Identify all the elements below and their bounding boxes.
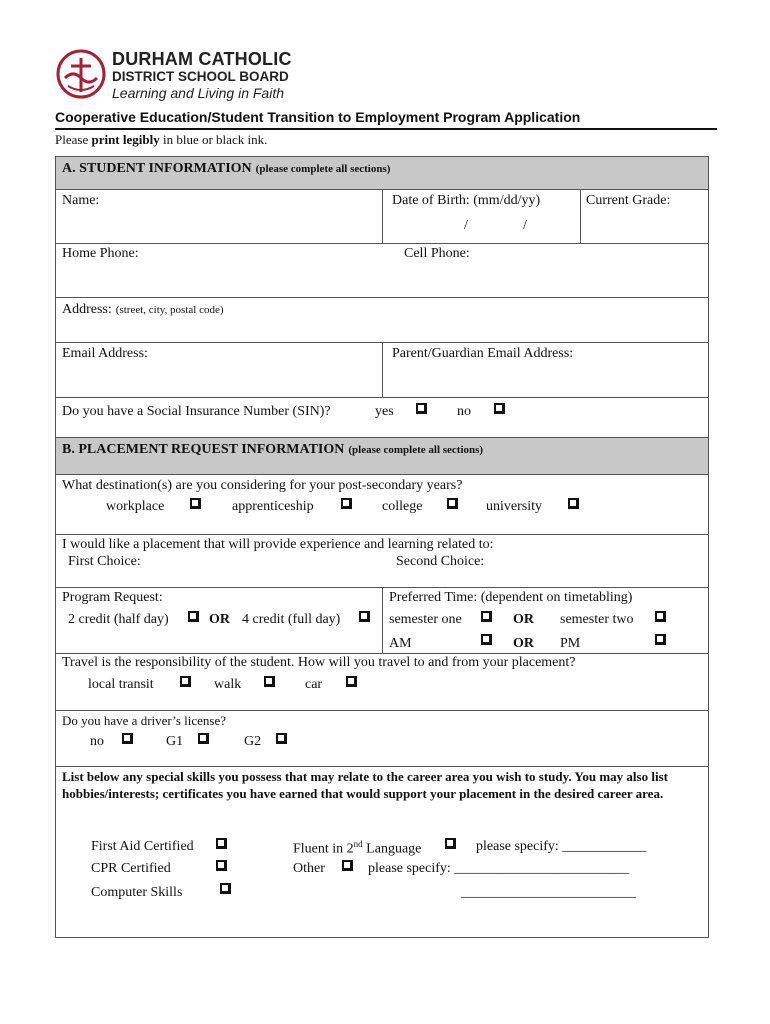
- logo-line-2: DISTRICT SCHOOL BOARD: [112, 69, 289, 84]
- travel-walk-label: walk: [214, 677, 242, 692]
- destination-university-label: university: [486, 499, 542, 514]
- dob-slash-1: /: [464, 218, 468, 233]
- logo-tagline: Learning and Living in Faith: [112, 85, 285, 101]
- skills-instructions: List below any special skills you possess that may relate to the career area you wish to study. You may also list hobbies/interests; certificates you have earned that would support your placement in the desired career area.: [62, 769, 668, 801]
- pm-label: PM: [560, 636, 581, 651]
- destination-workplace-label: workplace: [106, 499, 165, 514]
- license-g2-label: G2: [244, 734, 262, 749]
- grade-label: Current Grade:: [586, 193, 671, 208]
- four-credit-checkbox[interactable]: [359, 611, 370, 622]
- two-credit-label: 2 credit (half day): [68, 612, 169, 627]
- name-label: Name:: [62, 193, 100, 208]
- other-label: Other: [293, 861, 325, 876]
- license-question: Do you have a driver’s license?: [62, 713, 227, 728]
- travel-question: Travel is the responsibility of the student. How will you travel to and from your placement?: [62, 655, 576, 670]
- placement-question: I would like a placement that will provide experience and learning related to:: [62, 537, 494, 552]
- first-choice-label: First Choice:: [68, 554, 141, 569]
- license-no-checkbox[interactable]: [122, 733, 133, 744]
- section-a-title: A. STUDENT INFORMATION (please complete all sections): [62, 161, 391, 176]
- sin-no-label: no: [457, 404, 471, 419]
- destination-workplace-checkbox[interactable]: [190, 498, 201, 509]
- fluent-language-label: Fluent in 2nd Language: [293, 839, 422, 857]
- instruction-text: Please print legibly in blue or black ink.: [55, 132, 268, 147]
- travel-transit-checkbox[interactable]: [180, 676, 191, 687]
- semester-one-checkbox[interactable]: [481, 611, 492, 622]
- address-label: Address: (street, city, postal code): [62, 302, 224, 317]
- pm-checkbox[interactable]: [655, 634, 666, 645]
- destination-question: What destination(s) are you considering for your post-secondary years?: [62, 478, 463, 493]
- computer-skills-checkbox[interactable]: [220, 883, 231, 894]
- am-label: AM: [389, 636, 412, 651]
- sin-yes-checkbox[interactable]: [416, 403, 427, 414]
- second-choice-label: Second Choice:: [396, 554, 485, 569]
- fluent-specify-field[interactable]: please specify: ____________: [476, 839, 647, 854]
- home-phone-label: Home Phone:: [62, 246, 139, 261]
- sin-no-checkbox[interactable]: [494, 403, 505, 414]
- other-specify-field[interactable]: please specify: _________________________: [368, 861, 630, 876]
- semester-one-label: semester one: [389, 612, 462, 627]
- license-g1-label: G1: [166, 734, 184, 749]
- destination-college-label: college: [382, 499, 423, 514]
- destination-apprenticeship-label: apprenticeship: [232, 499, 314, 514]
- dob-label: Date of Birth: (mm/dd/yy): [392, 193, 541, 208]
- title-underline: [55, 128, 717, 130]
- logo-line-1: DURHAM CATHOLIC: [112, 49, 292, 69]
- school-board-logo-icon: [56, 48, 106, 100]
- preferred-time-label: Preferred Time: (dependent on timetabling): [389, 590, 633, 605]
- cpr-label: CPR Certified: [91, 861, 171, 876]
- travel-car-label: car: [305, 677, 323, 692]
- semester-two-checkbox[interactable]: [655, 611, 666, 622]
- first-aid-checkbox[interactable]: [216, 838, 227, 849]
- other-specify-continuation[interactable]: _________________________: [461, 885, 636, 900]
- first-aid-label: First Aid Certified: [91, 839, 194, 854]
- sin-yes-label: yes: [375, 404, 394, 419]
- dob-slash-2: /: [523, 218, 527, 233]
- semester-two-label: semester two: [560, 612, 634, 627]
- license-g1-checkbox[interactable]: [198, 733, 209, 744]
- time-or: OR: [513, 636, 534, 651]
- cpr-checkbox[interactable]: [216, 860, 227, 871]
- two-credit-checkbox[interactable]: [188, 611, 199, 622]
- license-no-label: no: [90, 734, 104, 749]
- license-g2-checkbox[interactable]: [276, 733, 287, 744]
- sin-question: Do you have a Social Insurance Number (SIN)?: [62, 404, 331, 419]
- am-checkbox[interactable]: [481, 634, 492, 645]
- fluent-language-checkbox[interactable]: [445, 838, 456, 849]
- other-checkbox[interactable]: [342, 860, 353, 871]
- page-title: Cooperative Education/Student Transition to Employment Program Application: [55, 109, 581, 125]
- destination-apprenticeship-checkbox[interactable]: [341, 498, 352, 509]
- four-credit-label: 4 credit (full day): [242, 612, 341, 627]
- computer-skills-label: Computer Skills: [91, 885, 183, 900]
- destination-university-checkbox[interactable]: [568, 498, 579, 509]
- email-label: Email Address:: [62, 346, 148, 361]
- section-b-title: B. PLACEMENT REQUEST INFORMATION (please complete all sections): [62, 442, 484, 457]
- program-request-label: Program Request:: [62, 590, 163, 605]
- destination-college-checkbox[interactable]: [447, 498, 458, 509]
- travel-car-checkbox[interactable]: [346, 676, 357, 687]
- travel-walk-checkbox[interactable]: [264, 676, 275, 687]
- program-or: OR: [209, 612, 230, 627]
- semester-or: OR: [513, 612, 534, 627]
- cell-phone-label: Cell Phone:: [404, 246, 470, 261]
- parent-email-label: Parent/Guardian Email Address:: [392, 346, 574, 361]
- travel-transit-label: local transit: [88, 677, 154, 692]
